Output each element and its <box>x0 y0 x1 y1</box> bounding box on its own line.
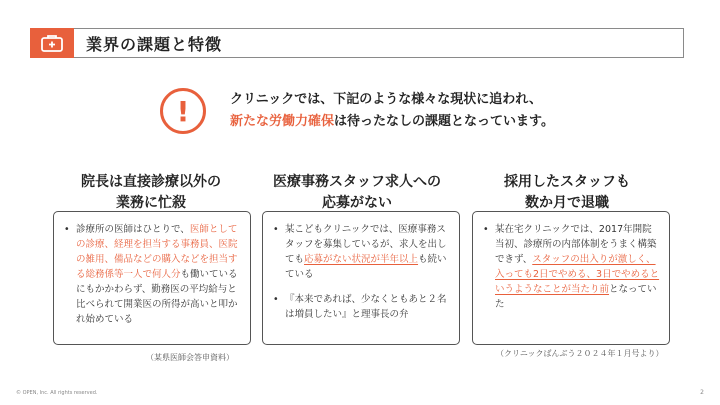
list-item: • 某在宅クリニックでは、2017年開院当初、診療所の内部体制をうまく構築できず、スタッフの出入りが激しく、入っても2日でやめる、3日でやめるというようなことが当たり前となっていた <box>483 222 661 312</box>
list-item: • 某こどもクリニックでは、医療事務スタッフを募集しているが、求人を出しても応募がない状況が半年以上も続いている <box>273 222 451 282</box>
section-header <box>30 28 684 58</box>
page-number: 2 <box>700 389 704 396</box>
column-1-card <box>53 211 251 345</box>
alert-banner <box>160 86 580 136</box>
column-1-source: （某県医師会答申資料） <box>146 353 234 362</box>
list-item: • 診療所の医師はひとりで、医師としての診療、経理を担当する事務員、医院の雑用、備品などの購入などを担当する総務係等一人で何人分も働いているにもかかわらず、勤務医の平均給与と比べられて開業医の所得が高いと叩かれ始めている <box>64 222 242 327</box>
medical-kit-icon <box>30 28 74 58</box>
alert-line-1: クリニックでは、下記のような様々な現状に追われ、 <box>230 92 543 107</box>
highlight-text: 応募がない状況が半年以上 <box>304 254 419 265</box>
highlight-text: 医師としての診療、経理を担当する事務員、医院の雑用、備品などの購入などを担当する総務係等一人で何人分 <box>76 224 238 280</box>
alert-line-2 <box>230 111 554 133</box>
alert-line-2-rest: は待ったなしの課題となっています。 <box>334 114 554 129</box>
column-2-heading-line-1: 医療事務スタッフ求人への <box>273 174 441 190</box>
column-3-card <box>472 211 670 345</box>
column-2-card <box>262 211 460 345</box>
page-title: 業界の課題と特徴 <box>86 34 223 54</box>
column-2-heading-line-2: 応募がない <box>322 195 392 211</box>
column-3-heading-line-2: 数か月で退職 <box>525 195 609 211</box>
column-1-heading-line-2: 業務に忙殺 <box>116 195 186 211</box>
alert-message <box>230 89 554 133</box>
column-1-heading-line-1: 院長は直接診療以外の <box>81 174 221 190</box>
exclamation-icon: ! <box>160 88 206 134</box>
column-3-source: （クリニックばんぶう２０２４年１月号より） <box>496 349 664 358</box>
copyright: © OPEN, Inc. All rights reserved. <box>16 390 98 396</box>
column-3-heading <box>472 172 662 214</box>
column-2-heading <box>262 172 452 214</box>
highlight-text: スタッフの出入りが激しく、入っても2日でやめる、3日でやめるというようなことが当たり前 <box>495 254 660 295</box>
column-1-heading <box>56 172 246 214</box>
alert-highlight: 新たな労働力確保 <box>230 114 335 129</box>
column-3-heading-line-1: 採用したスタッフも <box>504 174 630 190</box>
list-item: • 『本来であれば、少なくともあと２名は増員したい』と理事長の弁 <box>273 292 451 322</box>
